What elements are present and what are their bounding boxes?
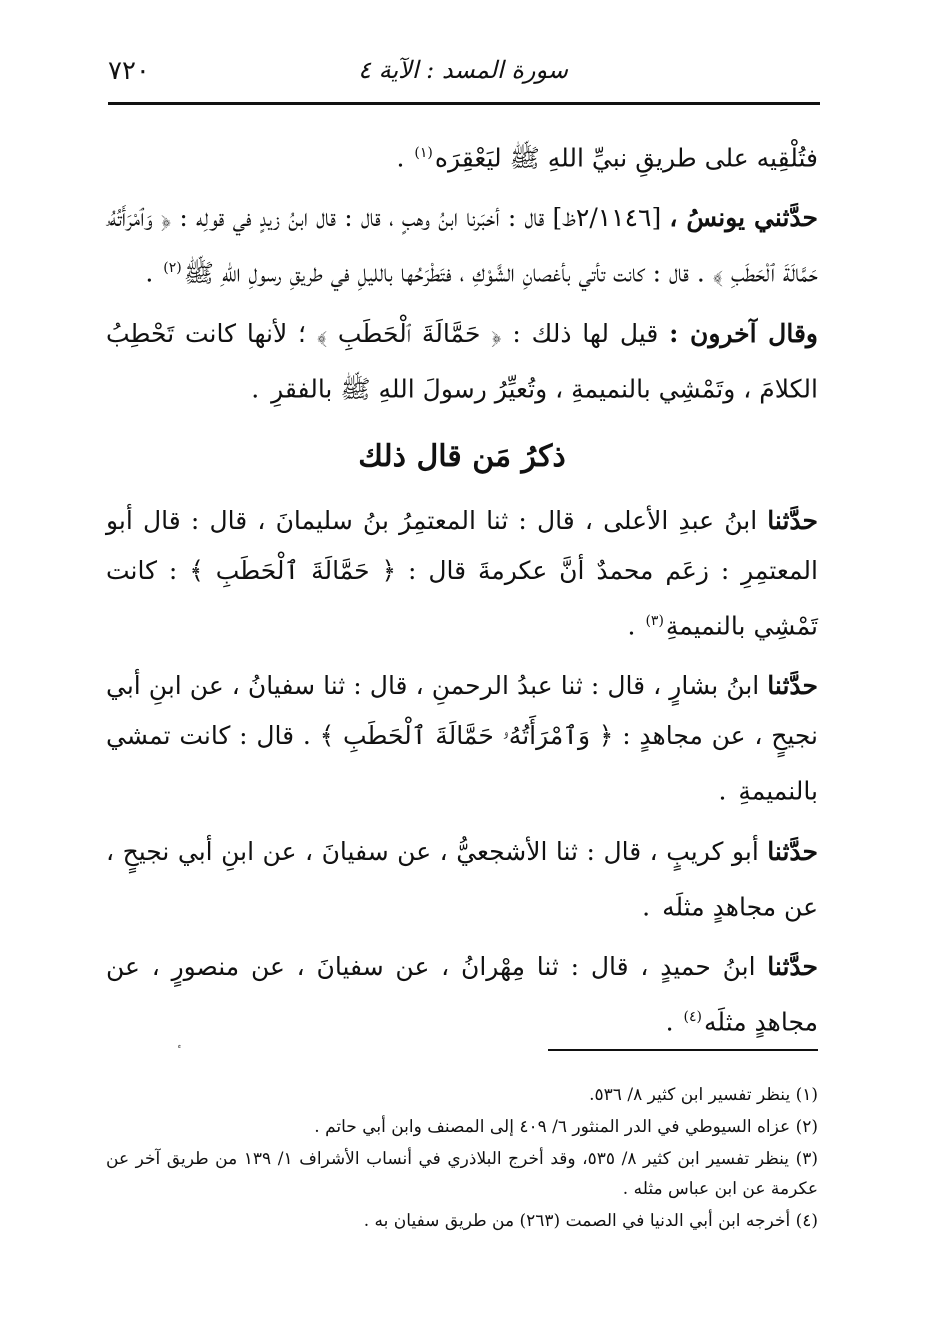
footnote-separator (548, 1049, 818, 1051)
main-text (106, 128, 818, 1057)
footnote-ref[interactable]: (٤) (683, 1008, 702, 1025)
report-lead: حدَّثنا (767, 671, 818, 701)
paragraph-tail: . (251, 373, 268, 403)
footnote: (٤) أخرجه ابن أبي الدنيا في الصمت (٢٦٣) من طريق سفيان به . (363, 1211, 818, 1231)
page-number: ٧٢٠ (108, 56, 150, 86)
paragraph-text: قيل لها ذلك : ﴿ حَمَّالَةَ ٱلْحَطَبِ ﴾ ؛ لأنها كانت تَحْطِبُ الكلامَ ، وتَمْشِي بالنميمةِ ، وتُعيِّرُ رسولَ اللهِ ﷺ بالفقرِ (106, 318, 818, 403)
footnote-ref[interactable]: (٢) (163, 260, 182, 277)
report (106, 827, 818, 932)
paragraph (106, 193, 818, 298)
report (106, 661, 818, 816)
footnote: (١) ينظر تفسير ابن كثير ٨/ ٥٣٦. (589, 1085, 818, 1105)
paragraph-text: [٢/١١٤٦ظ] قال : أخبَرنا ابنُ وهبٍ ، قال : قال ابنُ زيدٍ في قولِه : ﴿ وَٱمْرَأَتُهُۥ حَمَّالَةَ ٱلْحَطَبِ ﴾ . قال : كانت تأتي بأغصانِ الشَّوْكِ ، فتَطْرَحُها بالليلِ في طريقِ رسولِ اللهِ ﷺ (106, 203, 818, 288)
header-rule (108, 102, 820, 105)
page-header (108, 52, 818, 92)
footnote: (٣) ينظر تفسير ابن كثير ٨/ ٥٣٥، وقد أخرج البلاذري في أنساب الأشراف ١/ ١٣٩ من طريق آخر عن عكرمة عن ابن عباس مثله . (106, 1149, 818, 1199)
report-tail: . (642, 891, 659, 921)
footnote-ref[interactable]: (١) (414, 145, 433, 161)
paragraph (106, 128, 818, 183)
paragraph-tail: . (396, 143, 413, 173)
section-heading: ذكرُ مَن قال ذلك (358, 438, 566, 474)
footnote-ref[interactable]: (٣) (645, 612, 664, 629)
report-text: أبو كريبٍ ، قال : ثنا الأشجعيُّ ، عن سفيانَ ، عن ابنِ أبي نجيحٍ ، عن مجاهدٍ مثلَه (106, 836, 818, 921)
paragraph-lead: وقال آخرون : (669, 318, 818, 348)
paragraph-text: فتُلْقِيه على طريقِ نبيِّ اللهِ ﷺ ليَعْقِرَه (434, 143, 818, 173)
report (106, 942, 818, 1047)
report-lead: حدَّثنا (767, 505, 818, 535)
paragraph-tail: . (145, 258, 162, 288)
report-text: ابنُ حميدٍ ، قال : ثنا مِهْرانُ ، عن سفيانَ ، عن منصورٍ ، عن مجاهدٍ مثلَه (106, 951, 818, 1037)
paragraph (106, 309, 818, 414)
footnotes (106, 1080, 818, 1238)
report (106, 496, 818, 651)
report-lead: حدَّثنا (767, 836, 818, 866)
report-tail: . (718, 776, 735, 806)
running-title: سورة المسد : الآية ٤ (358, 56, 568, 84)
paragraph-lead: حدَّثني يونسُ ، (669, 203, 818, 233)
footnote: (٢) عزاه السيوطي في الدر المنثور ٦/ ٤٠٩ إلى المصنف وابن أبي حاتم . (314, 1117, 818, 1137)
report-lead: حدَّثنا (767, 951, 818, 981)
report-tail: . (665, 1007, 682, 1037)
report-text: ابنُ بشارٍ ، قال : ثنا عبدُ الرحمنِ ، قال : ثنا سفيانُ ، عن ابنِ أبي نجيحٍ ، عن مجاهدٍ : ﴿ وَٱمْرَأَتُهُۥ حَمَّالَةَ ٱلْحَطَبِ ﴾ . قال : كانت تمشي بالنميمةِ (106, 671, 818, 806)
report-tail: . (627, 611, 644, 641)
report-text: ابنُ عبدِ الأعلى ، قال : ثنا المعتمِرُ بنُ سليمانَ ، قال : قال أبو المعتمِرِ : زعَم محمدٌ أنَّ عكرمةَ قال : ﴿ حَمَّالَةَ ٱلْحَطَبِ ﴾ : كانت تَمْشِي بالنميمةِ (106, 505, 818, 641)
